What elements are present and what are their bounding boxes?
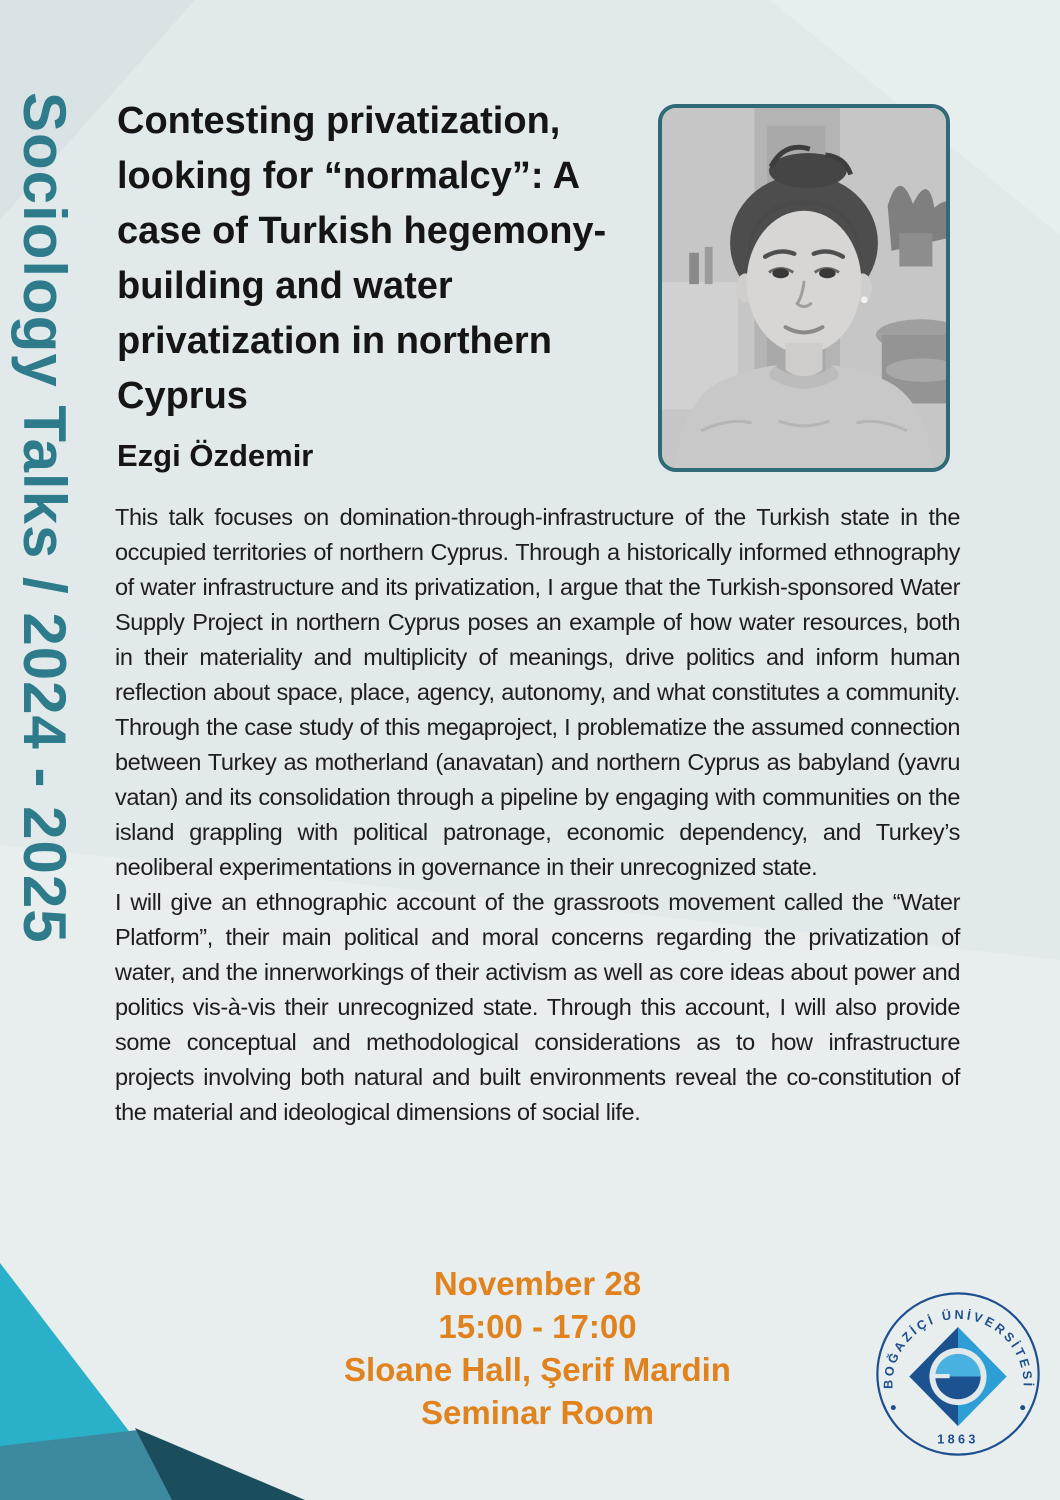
series-vertical-title: Sociology Talks / 2024 - 2025 <box>11 92 78 944</box>
abstract-paragraph-1: This talk focuses on domination-through-infrastructure of the Turkish state in the occupied territories of northern Cyprus. Through a historically informed ethnography of water infrastructure and its privatization, I argue that the Turkish-sponsored Water Supply Project in northern Cyprus poses an example of how water resources, both in their materiality and multiplicity of meanings, drive politics and inform human reflection about space, place, agency, autonomy, and what constitutes a community. Through the case study of this megaproject, I problematize the assumed connection between Turkey as motherland (anavatan) and northern Cyprus as babyland (yavru vatan) and its consolidation through a pipeline by engaging with communities on the island grappling with political patronage, economic dependency, and Turkey’s neoliberal experimentations in governance in their unrecognized state. <box>115 504 960 880</box>
event-details <box>115 1262 960 1434</box>
abstract-paragraph-2: I will give an ethnographic account of the grassroots movement called the “Water Platform”, their main political and moral concerns regarding the privatization of water, and the innerworkings of their activism as well as core ideas about power and politics vis-à-vis their unrecognized state. Through this account, I will also provide some conceptual and methodological considerations as to how infrastructure projects involving both natural and built environments reveal the co-constitution of the material and ideological dimensions of social life. <box>115 889 960 1125</box>
event-venue-line1: Sloane Hall, Şerif Mardin <box>344 1351 731 1388</box>
university-logo <box>874 1290 1042 1458</box>
abstract-section <box>115 500 960 1130</box>
event-venue-line2: Seminar Room <box>421 1394 654 1431</box>
speaker-name: Ezgi Özdemir <box>117 438 314 473</box>
talk-title: Contesting privatization, looking for “normalcy”: A case of Turkish hegemony-building and water privatization in northern Cyprus <box>117 100 607 417</box>
event-date: November 28 <box>433 1265 642 1302</box>
logo-university-name: BOĞAZİÇİ ÜNİVERSİTESİ <box>881 1307 1035 1390</box>
event-time: 15:00 - 17:00 <box>438 1308 637 1345</box>
logo-year: 1863 <box>937 1432 979 1447</box>
speaker-photo <box>658 104 950 472</box>
